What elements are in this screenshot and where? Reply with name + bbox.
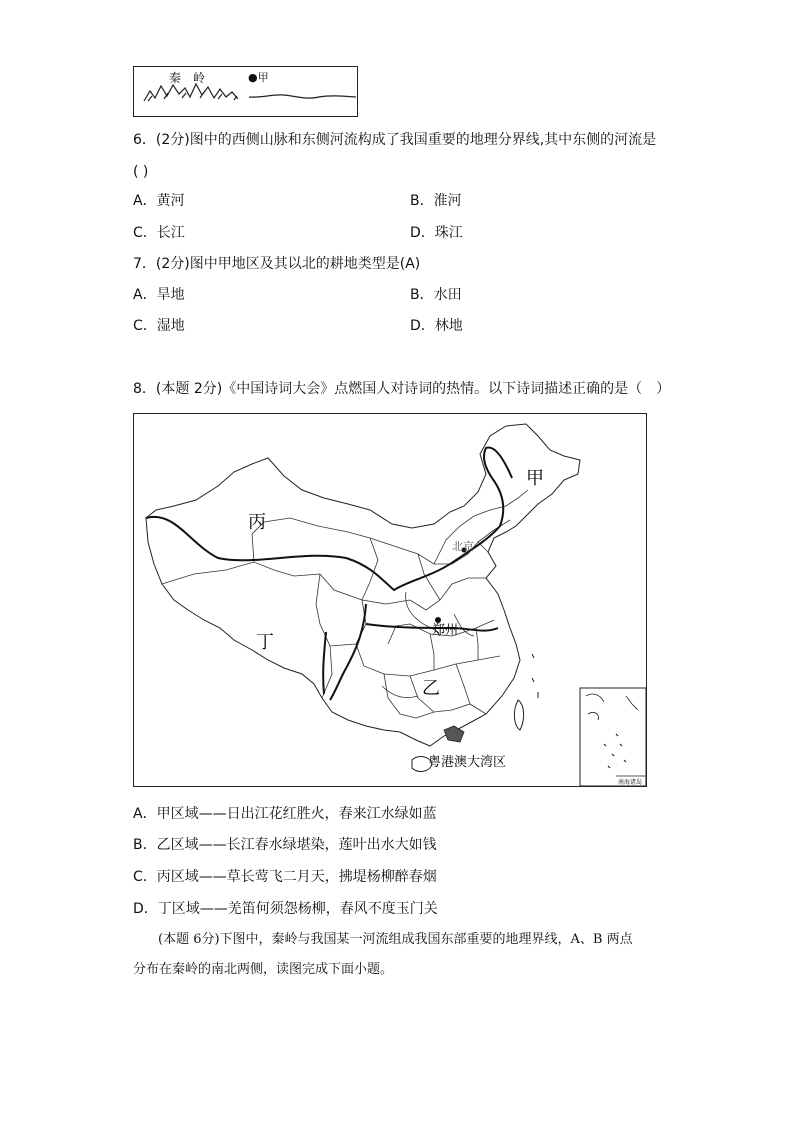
option-text: 乙区域——长江春水绿堪染，莲叶出水大如钱 <box>156 837 437 853</box>
option-text: 旱地 <box>156 287 185 303</box>
coastal-islands <box>532 654 538 698</box>
option-text: 淮河 <box>433 193 462 209</box>
taiwan-island <box>514 700 523 730</box>
china-map-figure <box>133 413 647 787</box>
boundary-line-north <box>146 447 512 590</box>
q8-option-a[interactable] <box>133 804 437 824</box>
option-text: 黄河 <box>156 193 185 209</box>
option-letter: D． <box>133 901 158 917</box>
option-text: 林地 <box>434 318 463 334</box>
question-7-stem: 7．(2分)图中甲地区及其以北的耕地类型是(A) <box>133 256 421 272</box>
q7-option-d[interactable] <box>410 316 463 336</box>
city-label-zhengzhou: 郑州 <box>432 623 459 638</box>
qinling-figure <box>133 66 358 117</box>
qinling-sketch <box>134 67 357 116</box>
boundary-line-west <box>330 604 366 700</box>
option-letter: B． <box>410 193 434 209</box>
region-label-jia: 甲 <box>526 468 544 489</box>
option-letter: B． <box>410 287 434 303</box>
intro-line-2: 分布在秦岭的南北两侧，读图完成下面小题。 <box>133 962 394 977</box>
q8-option-b[interactable] <box>133 835 437 855</box>
boundary-line-hengduan <box>323 632 326 694</box>
option-text: 丙区域——草长莺飞二月天，拂堤杨柳醉春烟 <box>156 869 437 885</box>
region-label-ding: 丁 <box>256 632 274 653</box>
option-text: 湿地 <box>156 318 185 334</box>
bay-area-label: 粤港澳大湾区 <box>428 755 507 770</box>
option-letter: C． <box>133 225 157 241</box>
option-letter: A． <box>133 806 157 822</box>
option-letter: C． <box>133 318 157 334</box>
inset-label: 南海诸岛 <box>618 779 643 786</box>
option-letter: D． <box>410 225 435 241</box>
china-outline <box>146 424 580 746</box>
south-china-sea-inset <box>580 688 646 786</box>
mountain-range-icon <box>144 84 238 101</box>
q7-option-c[interactable] <box>133 316 185 336</box>
q7-option-a[interactable] <box>133 285 185 305</box>
option-letter: A． <box>133 287 157 303</box>
option-letter: D． <box>410 318 435 334</box>
question-6-paren: ( ) <box>133 164 149 180</box>
question-6-stem: 6．(2分)图中的西侧山脉和东侧河流构成了我国重要的地理分界线,其中东侧的河流是 <box>133 132 657 148</box>
q7-option-b[interactable] <box>410 285 462 305</box>
q8-option-d[interactable] <box>133 899 438 919</box>
option-text: 水田 <box>433 287 462 303</box>
qinling-label: 秦 岭 <box>169 71 206 85</box>
q6-option-b[interactable] <box>410 191 462 211</box>
q6-option-c[interactable] <box>133 223 185 243</box>
region-label-bing: 丙 <box>248 512 266 533</box>
china-map <box>134 414 646 786</box>
option-text: 丁区域——羌笛何须怨杨柳，春风不度玉门关 <box>157 901 438 917</box>
q8-option-c[interactable] <box>133 867 437 887</box>
river-line <box>249 95 356 98</box>
q6-option-a[interactable] <box>133 191 185 211</box>
question-8-stem: 8．(本题 2分)《中国诗词大会》点燃国人对诗词的热情。以下诗词描述正确的是（ ） <box>133 381 671 397</box>
city-label-beijing: 北京 <box>452 540 474 553</box>
option-letter: B． <box>133 837 157 853</box>
bay-area-shape <box>444 726 464 742</box>
option-text: 甲区域——日出江花红胜火，春来江水绿如蓝 <box>156 806 437 822</box>
province-borders <box>162 490 528 718</box>
option-letter: C． <box>133 869 157 885</box>
option-text: 长江 <box>156 225 185 241</box>
option-text: 珠江 <box>434 225 463 241</box>
intro-line-1: (本题 6分)下图中，秦岭与我国某一河流组成我国东部重要的地理界线，A、B 两点 <box>158 932 633 947</box>
point-jia-label: ●甲 <box>248 71 269 84</box>
option-letter: A． <box>133 193 157 209</box>
q6-option-d[interactable] <box>410 223 463 243</box>
region-label-yi: 乙 <box>422 678 440 699</box>
